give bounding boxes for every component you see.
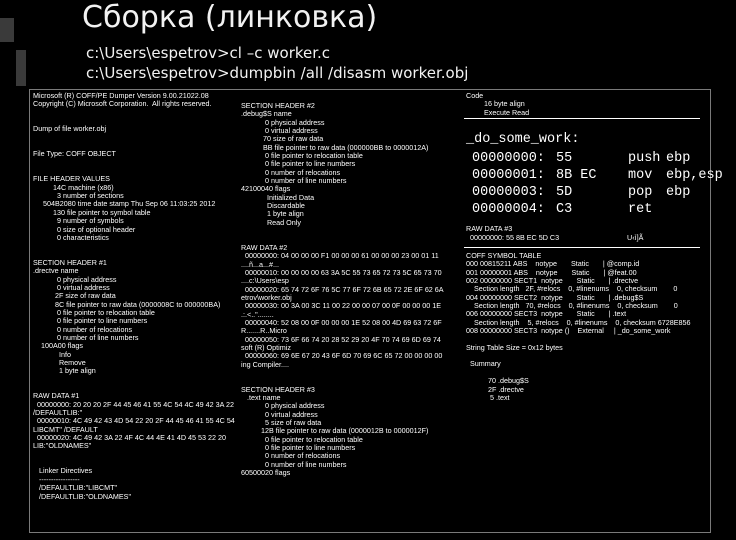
dump-line: SECTION HEADER #1	[33, 257, 107, 267]
dump-column-left	[33, 92, 241, 501]
dump-line	[241, 369, 453, 377]
dump-line: .drectve name	[33, 266, 79, 276]
asm-addr: 00000001:	[472, 168, 545, 183]
asm-instruction-row	[466, 184, 706, 201]
dump-line: 0 virtual address	[33, 282, 110, 292]
dump-line: 60500020 flags	[241, 468, 291, 478]
dump-line: File Type: COFF OBJECT	[33, 149, 116, 159]
command-line-compile: c:\Users\espetrov>cl –c worker.c	[86, 44, 331, 62]
dump-line: 0 file pointer to line numbers	[241, 159, 356, 169]
raw-data-3-ascii: U‹ì]Ã	[627, 233, 644, 242]
dump-line: 3 number of sections	[33, 191, 124, 201]
asm-bytes: 5D	[556, 185, 573, 200]
symbol-table-line: 000 00815211 ABS notype Static | @comp.id	[466, 259, 640, 269]
dump-line: 0 number of line numbers	[33, 332, 139, 342]
dump-line: 0 number of relocations	[33, 324, 133, 334]
asm-instruction-row	[466, 201, 706, 218]
dump-line: Info	[33, 349, 71, 359]
dump-line: 0 virtual address	[241, 409, 318, 419]
dump-line: 9 number of symbols	[33, 216, 124, 226]
dump-line: RAW DATA #1	[33, 391, 80, 401]
command-line-dumpbin: c:\Users\espetrov>dumpbin /all /disasm worker.obj	[86, 64, 469, 82]
dump-line: 0 size of optional header	[33, 224, 136, 234]
dump-line: 70 size of raw data	[241, 134, 324, 144]
dump-line: 12B file pointer to raw data (0000012B to 0000012F)	[241, 426, 429, 436]
dump-line: ing Compiler....	[241, 359, 289, 369]
dump-line: 1 byte align	[33, 366, 96, 376]
dump-line: R.......R..Micro	[241, 326, 287, 336]
symbol-table-line: Section length 5, #relocs 0, #linenums 0, checksum 6728E856	[466, 317, 691, 327]
symbol-table-line: 70 .debug$S	[466, 376, 529, 386]
accent-bar-left	[16, 50, 26, 86]
dump-line: 00000000: 04 00 00 00 F1 00 00 00 61 00 00 00 23 00 01 11	[241, 251, 439, 261]
dump-line: Linker Directives	[33, 466, 93, 476]
dump-line: 0 file pointer to relocation table	[241, 151, 363, 161]
dump-line: .:.<.."........	[241, 309, 274, 319]
dump-line: soft (R) Optimiz	[241, 342, 291, 352]
dump-line	[33, 109, 241, 117]
dump-line: 100A00 flags	[33, 341, 83, 351]
asm-addr: 00000003:	[472, 185, 545, 200]
dump-line: 2F size of raw data	[33, 291, 116, 301]
symbol-table-line: 5 .text	[466, 392, 510, 402]
dump-line: -----------------	[33, 474, 80, 484]
dump-line: 0 physical address	[33, 274, 117, 284]
dump-line: RAW DATA #2	[241, 242, 288, 252]
asm-mnem: mov	[628, 168, 653, 183]
dump-line: SECTION HEADER #3	[241, 384, 315, 394]
dump-line: 8C file pointer to raw data (0000008C to 000000BA)	[33, 299, 221, 309]
code-flag-line: 16 byte align	[466, 99, 525, 109]
dump-line: 00000010: 4C 49 42 43 4D 54 22 20 2F 44 45 46 41 55 4C 54	[33, 416, 235, 426]
symbol-table-line: 006 00000000 SECT3 notype Static | .text	[466, 309, 627, 319]
dump-line: Copyright (C) Microsoft Corporation. All rights reserved.	[33, 99, 212, 109]
asm-ops: ebp,esp	[666, 168, 723, 183]
symbol-table-line: 2F .drectve	[466, 384, 524, 394]
symbol-table-line: Section length 70, #relocs 0, #linenums 0, checksum 0	[466, 301, 678, 311]
dump-line: Microsoft (R) COFF/PE Dumper Version 9.00.21022.08	[33, 91, 209, 100]
dump-line: 0 virtual address	[241, 126, 318, 136]
symbol-table-line: Section length 2F, #relocs 0, #linenums 0, checksum 0	[466, 284, 678, 294]
function-label: _do_some_work:	[466, 132, 580, 147]
dump-line: 14C machine (x86)	[33, 182, 114, 192]
dump-line: 0 file pointer to relocation table	[241, 434, 363, 444]
dump-line: 00000020: 65 74 72 6F 76 5C 77 6F 72 6B 65 72 2E 6F 62 6A	[241, 284, 444, 294]
dump-line: 130 file pointer to symbol table	[33, 207, 151, 217]
dump-line	[33, 134, 241, 142]
dump-line: 00000020: 4C 49 42 3A 22 4F 4C 44 4E 41 4D 45 53 22 20	[33, 433, 227, 443]
dump-line: Discardable	[241, 201, 305, 211]
symbol-table-line: Summary	[466, 359, 501, 369]
symbol-table-line: 002 00000000 SECT1 notype Static | .drectve	[466, 276, 639, 286]
dump-line: 0 file pointer to line numbers	[241, 443, 356, 453]
dump-line: 00000030: 00 3A 00 3C 11 00 22 00 00 07 00 0F 00 00 00 1E	[241, 301, 442, 311]
slide-title: Сборка (линковка)	[82, 0, 378, 35]
separator-bottom	[464, 247, 700, 248]
dump-line	[33, 451, 241, 459]
asm-ops: ebp	[666, 185, 691, 200]
symbol-table-line	[466, 352, 706, 360]
disassembly-listing	[466, 150, 723, 218]
code-flag-line: Execute Read	[466, 107, 530, 117]
dump-line: LIBCMT" /DEFAULT	[33, 424, 98, 434]
dump-line: 00000010: 00 00 00 00 63 3A 5C 55 73 65 72 73 5C 65 73 70	[241, 267, 442, 277]
dump-line: 0 number of relocations	[241, 167, 341, 177]
asm-addr: 00000000:	[472, 151, 545, 166]
dump-line: 00000050: 73 6F 66 74 20 28 52 29 20 4F 70 74 69 6D 69 74	[241, 334, 441, 344]
dump-line: ....c:\Users\esp	[241, 276, 289, 286]
dump-line: 5 size of raw data	[241, 418, 322, 428]
accent-bar-top	[0, 18, 14, 42]
dump-line: 0 characteristics	[33, 232, 109, 242]
dump-line: 00000040: 52 08 00 0F 00 00 00 1E 52 08 00 4D 69 63 72 6F	[241, 317, 442, 327]
asm-bytes: 55	[556, 151, 573, 166]
dump-line: 00000060: 69 6E 67 20 43 6F 6D 70 69 6C 65 72 00 00 00 00	[241, 351, 443, 361]
dump-line	[33, 376, 241, 384]
asm-mnem: ret	[628, 202, 653, 217]
asm-mnem: push	[628, 151, 661, 166]
dump-line: .text name	[241, 393, 281, 403]
symbol-table-line: 008 00000000 SECT3 notype () External | _do_some_work	[466, 326, 671, 336]
dump-line: 504B2080 time date stamp Thu Sep 06 11:03:25 2012	[33, 199, 216, 209]
dump-line: .debug$S name	[241, 109, 292, 119]
dump-line: SECTION HEADER #2	[241, 101, 315, 110]
symbol-table-line: COFF SYMBOL TABLE	[466, 251, 542, 260]
dump-column-middle	[241, 102, 453, 477]
dump-line: /DEFAULTLIB:"OLDNAMES"	[33, 491, 132, 501]
dump-line: Remove	[33, 358, 86, 367]
separator-top	[464, 118, 700, 119]
dump-line: Read Only	[241, 217, 301, 227]
dump-line: 0 file pointer to line numbers	[33, 316, 148, 326]
asm-bytes: C3	[556, 202, 573, 217]
dump-line: 0 physical address	[241, 401, 325, 411]
dump-line: 0 physical address	[241, 117, 325, 127]
dump-line: 0 number of relocations	[241, 451, 341, 461]
asm-mnem: pop	[628, 185, 653, 200]
dump-line	[33, 242, 241, 250]
dump-line: FILE HEADER VALUES	[33, 174, 110, 184]
dump-line: LIB:"OLDNAMES"	[33, 441, 92, 451]
dumpbin-output-panel	[29, 89, 723, 533]
dump-line: /DEFAULTLIB:"	[33, 408, 83, 418]
dump-line: 0 number of line numbers	[241, 459, 347, 469]
code-flag-line: Code	[466, 91, 484, 100]
asm-ops: ebp	[666, 151, 691, 166]
dump-line	[241, 227, 453, 235]
raw-data-3-bytes: 00000000: 55 8B EC 5D C3	[466, 233, 560, 242]
asm-addr: 00000004:	[472, 202, 545, 217]
dump-line: etrov\worker.obj	[241, 292, 292, 302]
dump-line: 1 byte align	[241, 209, 304, 219]
dump-line: BB file pointer to raw data (000000BB to 0000012A)	[241, 142, 429, 152]
dump-line: ....ñ...a...#...	[241, 259, 279, 269]
raw-data-3-title: RAW DATA #3	[466, 224, 513, 233]
code-flags	[466, 92, 696, 117]
symbol-table-line: 001 00000001 ABS notype Static | @feat.00	[466, 267, 637, 277]
dump-line: Dump of file worker.obj	[33, 124, 107, 134]
dump-line: /DEFAULTLIB:"LIBCMT"	[33, 483, 118, 493]
dump-line: 42100040 flags	[241, 184, 291, 194]
dump-line	[33, 159, 241, 167]
asm-bytes: 8B EC	[556, 168, 597, 183]
dump-line: 0 number of line numbers	[241, 176, 347, 186]
symbol-table-line: 004 00000000 SECT2 notype Static | .debug$S	[466, 292, 644, 302]
asm-instruction-row	[466, 150, 706, 167]
asm-instruction-row	[466, 167, 723, 184]
dump-line: Initialized Data	[241, 192, 315, 202]
dump-line: 00000000: 20 20 20 2F 44 45 46 41 55 4C 54 4C 49 42 3A 22	[33, 399, 235, 409]
symbol-table-line: String Table Size = 0x12 bytes	[466, 342, 563, 352]
coff-symbol-table	[466, 252, 706, 402]
dump-line: 0 file pointer to relocation table	[33, 307, 155, 317]
